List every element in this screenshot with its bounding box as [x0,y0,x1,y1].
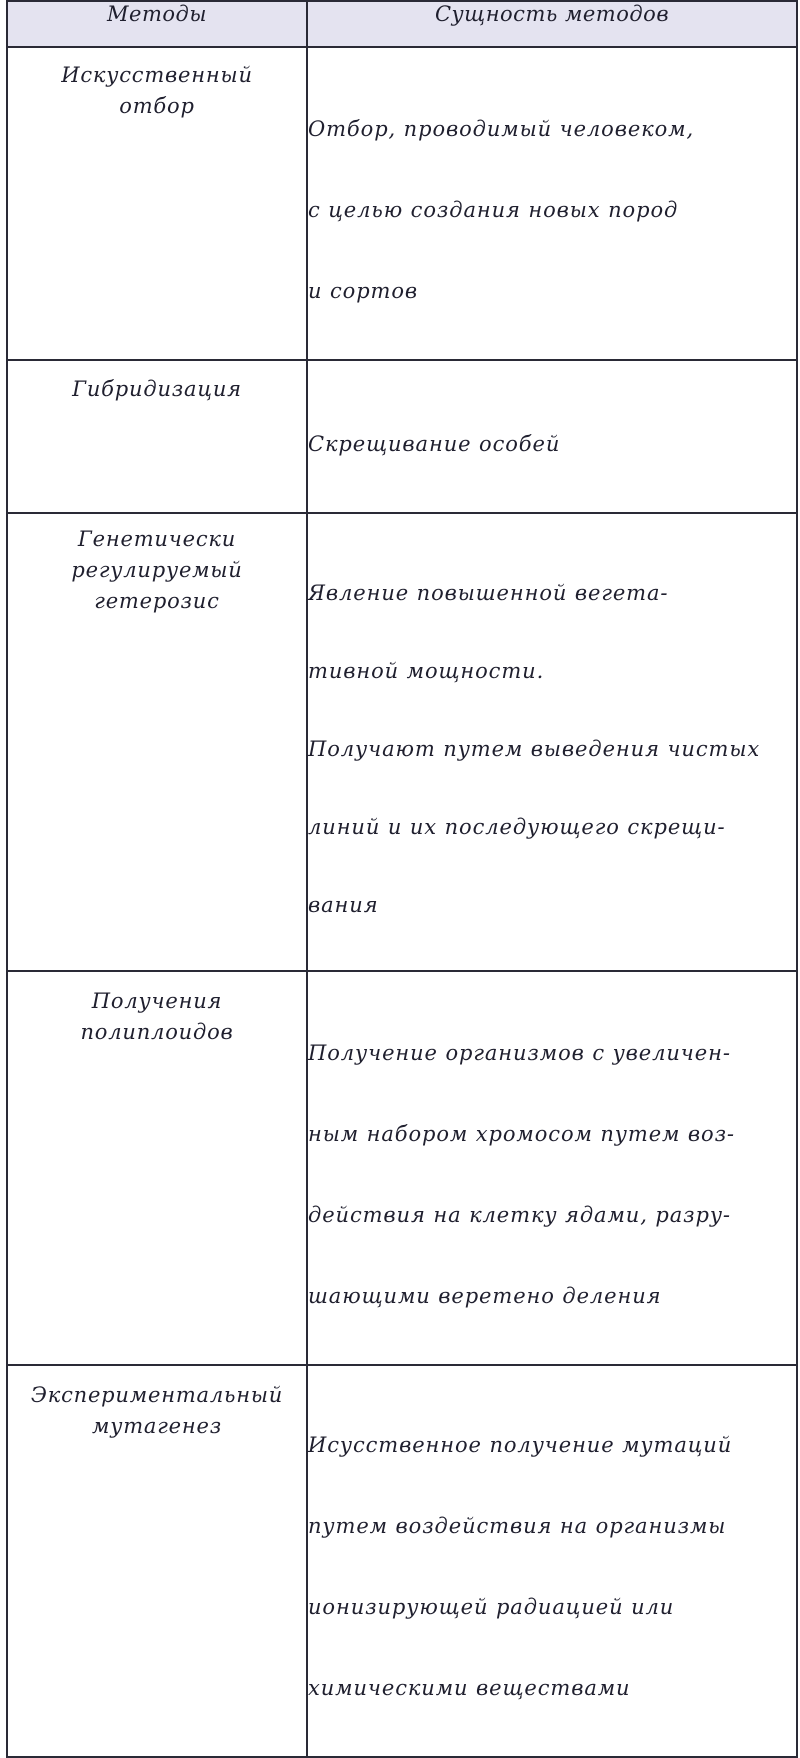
description-line: Явление повышенной вегета- [308,581,669,605]
description-line: ным набором хромосом путем воз- [308,1122,735,1146]
method-cell [7,971,307,1365]
description-cell [307,47,797,360]
method-line: полиплоидов [80,1020,234,1044]
description-line: Отбор, проводимый человеком, [308,117,695,141]
table-row [7,513,797,971]
description-line: ионизирующей радиацией или [308,1595,675,1619]
description-line: вания [308,893,379,917]
method-line: Искусственный [61,63,253,87]
description-cell [307,360,797,513]
method-line: мутагенез [92,1414,222,1438]
header-methods: Методы [7,1,307,47]
description-cell [307,1365,797,1757]
description-line: химическими веществами [308,1676,631,1700]
methods-table [6,0,798,1758]
table-row [7,1365,797,1757]
method-line: отбор [119,94,195,118]
table-body [7,47,797,1757]
method-cell [7,360,307,513]
method-line: Получения [91,989,223,1013]
description-line: Получают путем выведения чистых [308,737,761,761]
method-line: Гибридизация [72,377,242,401]
table-row [7,47,797,360]
description-line: путем воздействия на организмы [308,1514,727,1538]
description-line: тивной мощности. [308,659,545,683]
description-line: с целью создания новых пород [308,198,679,222]
method-cell [7,1365,307,1757]
description-line: Исусственное получение мутаций [308,1433,733,1457]
description-line: Скрещивание особей [308,432,561,456]
description-cell [307,513,797,971]
description-line: и сортов [308,279,419,303]
description-line: действия на клетку ядами, разру- [308,1203,731,1227]
method-line: регулируемый [71,558,243,582]
method-line: Экспериментальный [30,1383,284,1407]
method-line: Генетически [77,527,237,551]
description-line: шающими веретено деления [308,1284,662,1308]
table-header [7,1,797,47]
header-row [7,1,797,47]
table-row [7,971,797,1365]
description-line: линий и их последующего скрещи- [308,815,726,839]
header-essence: Сущность методов [307,1,797,47]
description-line: Получение организмов с увеличен- [308,1041,731,1065]
method-cell [7,513,307,971]
description-cell [307,971,797,1365]
method-line: гетерозис [94,589,220,613]
table-row [7,360,797,513]
method-cell [7,47,307,360]
